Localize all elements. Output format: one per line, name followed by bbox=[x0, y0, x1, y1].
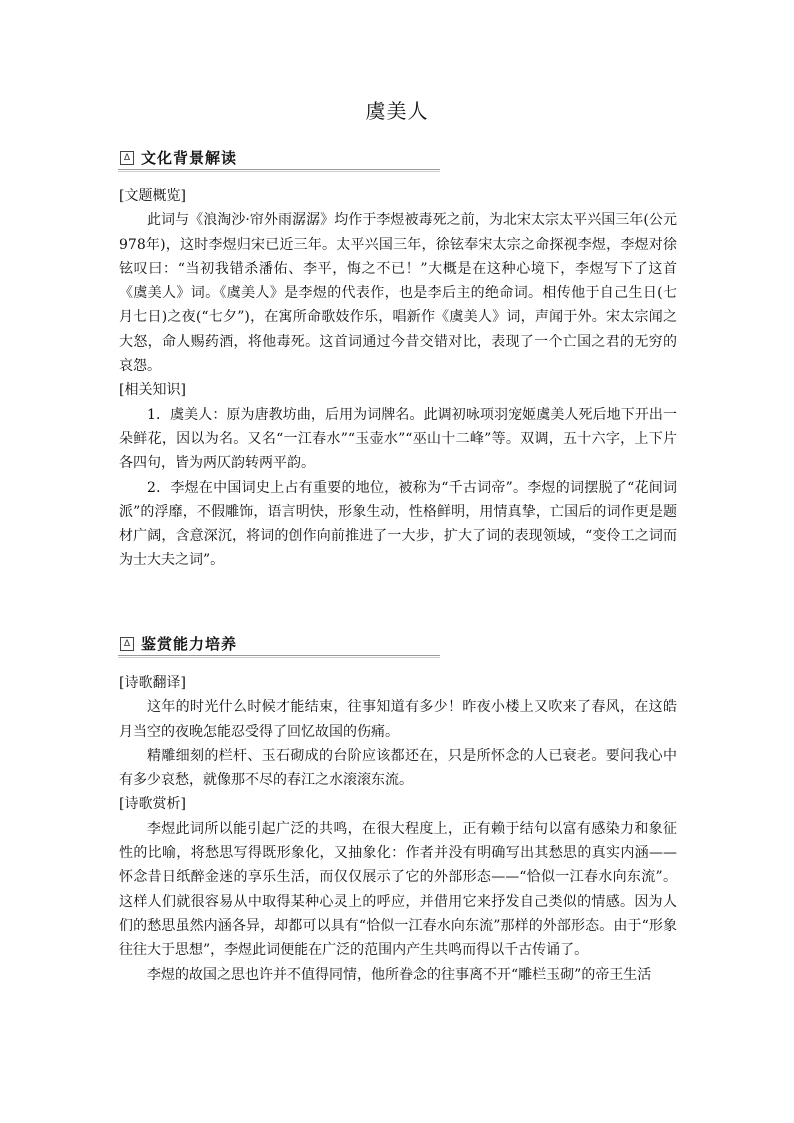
page-title: 虞美人 bbox=[365, 99, 429, 123]
subsection-tag-translation: [诗歌翻译] bbox=[119, 675, 186, 691]
section-heading-label: 文化背景解读 bbox=[141, 149, 238, 167]
paragraph: 此词与《浪淘沙·帘外雨潺潺》均作于李煜被毒死之前，为北宋太宗太平兴国三年(公元978年)，这时李煜归宋已近三年。太平兴国三年，徐铉奉宋太宗之命探视李煜，李煜对徐铉叹曰：“当初我错杀潘佑、李平，悔之不已！”大概是在这种心境下，李煜写下了这首《虞美人》词。《虞美人》是李煜的代表作，也是李后主的绝命词。相传他于自己生日(七月七日)之夜(“七夕”)，在寓所命歌妓作乐，唱新作《虞美人》词，声闻于外。宋太宗闻之大怒，命人赐药酒，将他毒死。这首词通过今昔交错对比，表现了一个亡国之君的无穷的哀怨。 bbox=[119, 212, 677, 375]
section-heading-background bbox=[118, 148, 440, 172]
section-divider bbox=[118, 171, 440, 172]
book-icon: ∆ bbox=[120, 637, 134, 651]
subsection-tag-analysis: [诗歌赏析] bbox=[119, 796, 186, 813]
section-heading-label: 鉴赏能力培养 bbox=[141, 635, 238, 653]
paragraph: 李煜的故国之思也许并不值得同情，他所眷念的往事离不开“雕栏玉砌”的帝王生活 bbox=[147, 966, 652, 983]
paragraph: 1．虞美人：原为唐教坊曲，后用为词牌名。此调初咏项羽宠姬虞美人死后地下开出一朵鲜花，因以为名。又名“一江春水”“玉壶水”“巫山十二峰”等。双调，五十六字，上下片各四句，皆为两仄韵转两平韵。 bbox=[119, 406, 677, 472]
book-icon: ∆ bbox=[120, 151, 134, 165]
paragraph: 精雕细刻的栏杆、玉石砌成的台阶应该都还在，只是所怀念的人已衰老。要问我心中有多少哀愁，就像那不尽的春江之水滚滚东流。 bbox=[119, 747, 677, 789]
section-body-appreciation bbox=[119, 671, 677, 987]
section-divider bbox=[118, 655, 440, 656]
paragraph: 这年的时光什么时候才能结束，往事知道有多少！昨夜小楼上又吹来了春风，在这皓月当空的夜晚怎能忍受得了回忆故国的伤痛。 bbox=[119, 699, 677, 740]
section-divider bbox=[118, 657, 440, 658]
section-heading-appreciation bbox=[118, 634, 440, 658]
subsection-tag-knowledge: [相关知识] bbox=[119, 382, 186, 399]
section-divider bbox=[118, 169, 440, 170]
subsection-tag-overview: [文题概览] bbox=[119, 188, 186, 204]
section-body-background bbox=[119, 184, 677, 573]
paragraph: 2．李煜在中国词史上占有重要的地位，被称为“千古词帝”。李煜的词摆脱了“花间词派”的浮靡，不假雕饰，语言明快，形象生动，性格鲜明，用情真挚，亡国后的词作更是题材广阔，含意深沉，将词的创作向前推进了一大步，扩大了词的表现领域，“变伶工之词而为士大夫之词”。 bbox=[119, 479, 677, 569]
paragraph: 李煜此词所以能引起广泛的共鸣，在很大程度上，正有赖于结句以富有感染力和象征性的比喻，将愁思写得既形象化，又抽象化：作者并没有明确写出其愁思的真实内涵——怀念昔日纸醉金迷的享乐生活，而仅仅展示了它的外部形态——“恰似一江春水向东流”。这样人们就很容易从中取得某种心灵上的呼应，并借用它来抒发自己类似的情感。因为人们的愁思虽然内涵各异，却都可以具有“恰似一江春水向东流”那样的外部形态。由于“形象往往大于思想”，李煜此词便能在广泛的范围内产生共鸣而得以千古传诵了。 bbox=[119, 820, 677, 959]
